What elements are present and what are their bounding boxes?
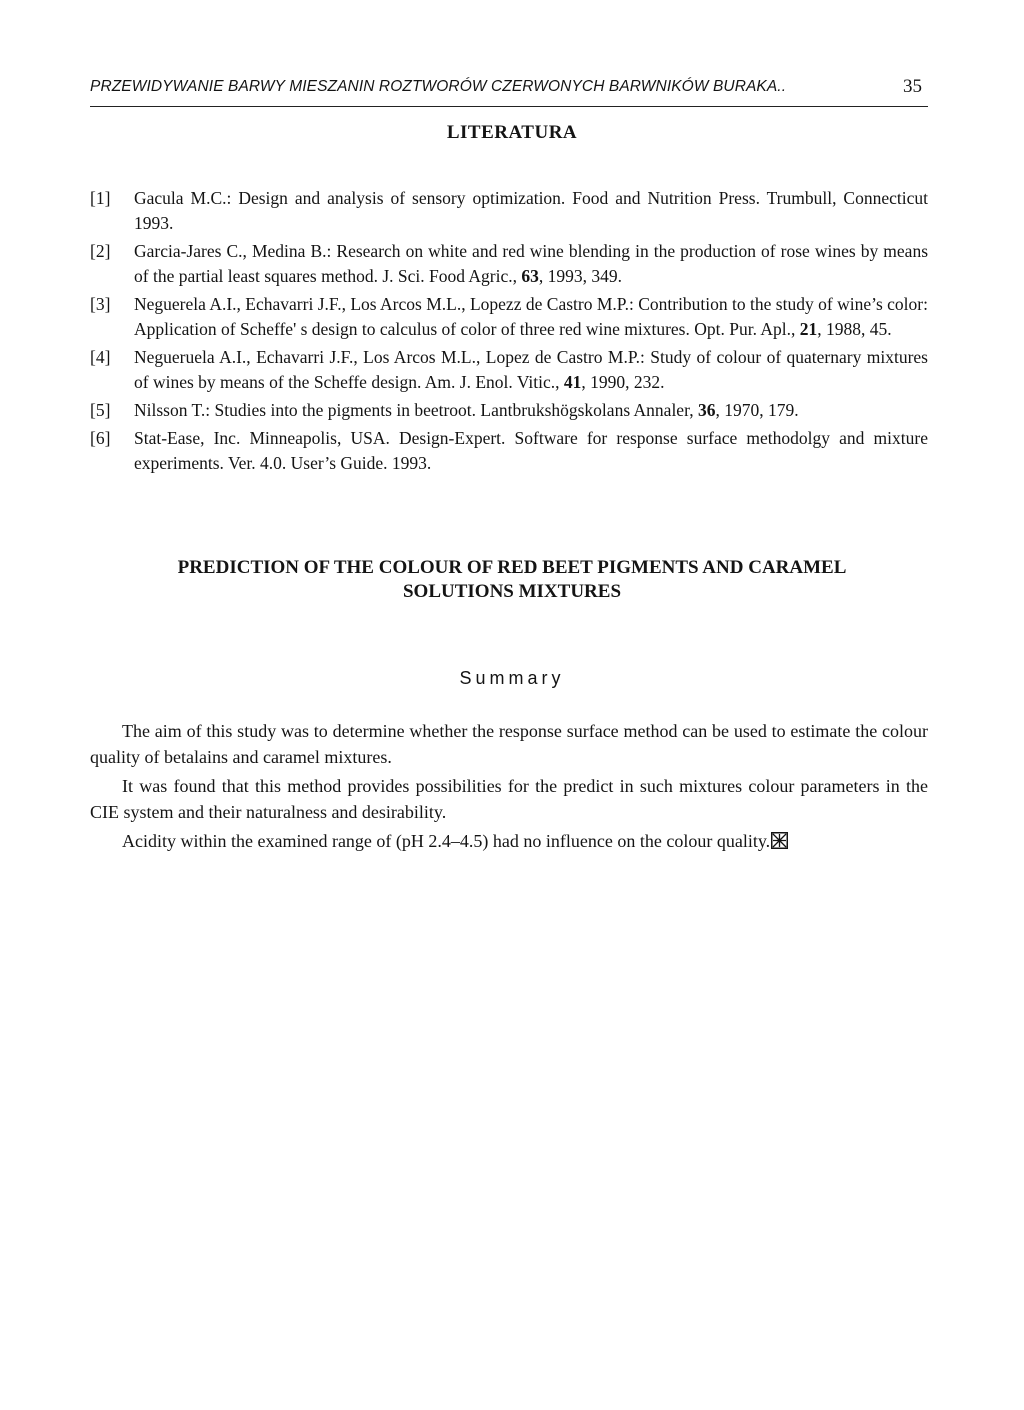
running-title: PRZEWIDYWANIE BARWY MIESZANIN ROZTWORÓW CZERWONYCH BARWNIKÓW BURAKA.. (90, 78, 787, 95)
reference-volume: 63 (521, 266, 539, 286)
reference-item (90, 398, 928, 423)
reference-number: [2] (90, 241, 111, 261)
english-title-line: SOLUTIONS MIXTURES (402, 581, 622, 602)
reference-text: Neguerela A.I., Echavarri J.F., Los Arcos M.L., Lopezz de Castro M.P.: Contribution to the study of wine’s color: Application of Scheffe' s design to calculus of color of three red wine mixtures. Opt. Pur. Apl., 21, 1988, 45. (134, 294, 928, 339)
literature-heading: LITERATURA (446, 122, 578, 143)
reference-text: Nilsson T.: Studies into the pigments in beetroot. Lantbrukshögskolans Annaler, 36, 1970, 179. (134, 400, 799, 420)
reference-item (90, 239, 928, 289)
reference-item (90, 426, 928, 476)
summary-paragraph: The aim of this study was to determine whether the response surface method can be used to estimate the colour quality of betalains and caramel mixtures. (90, 721, 928, 767)
reference-number: [5] (90, 400, 111, 420)
reference-volume: 36 (697, 400, 716, 420)
reference-item (90, 186, 928, 236)
reference-number: [6] (90, 428, 111, 448)
reference-text: Stat-Ease, Inc. Minneapolis, USA. Design-Expert. Software for response surface methodolgy and mixture experiments. Ver. 4.0. User’s Guide. 1993. (134, 428, 928, 473)
reference-text: Garcia-Jares C., Medina B.: Research on white and red wine blending in the production of rose wines by means of the partial least squares method. J. Sci. Food Agric., 63, 1993, 349. (134, 241, 928, 286)
reference-number: [4] (90, 347, 111, 367)
reference-item (90, 292, 928, 342)
summary-paragraph: It was found that this method provides possibilities for the predict in such mixtures colour parameters in the CIE system and their naturalness and desirability. (90, 776, 928, 822)
reference-list (90, 186, 928, 479)
reference-text: Gacula M.C.: Design and analysis of sensory optimization. Food and Nutrition Press. Trumbull, Connecticut 1993. (134, 188, 928, 233)
summary-heading: Summary (459, 668, 565, 688)
english-title (0, 556, 1024, 604)
summary-body (90, 718, 928, 857)
page-number: 35 (903, 76, 922, 97)
reference-text: Negueruela A.I., Echavarri J.F., Los Arcos M.L., Lopez de Castro M.P.: Study of colour of quaternary mixtures of wines by means of the Scheffe design. Am. J. Enol. Vitic., 41, 1990, 232. (134, 347, 928, 392)
reference-volume: 21 (799, 319, 818, 339)
summary-paragraph: Acidity within the examined range of (pH 2.4–4.5) had no influence on the colour quality. (90, 828, 928, 854)
reference-volume: 41 (563, 372, 582, 392)
end-mark-icon (771, 832, 788, 849)
page-header (90, 76, 928, 107)
english-title-line: PREDICTION OF THE COLOUR OF RED BEET PIGMENTS AND CARAMEL (177, 557, 847, 578)
reference-number: [3] (90, 294, 111, 314)
reference-item (90, 345, 928, 395)
reference-number: [1] (90, 188, 111, 208)
